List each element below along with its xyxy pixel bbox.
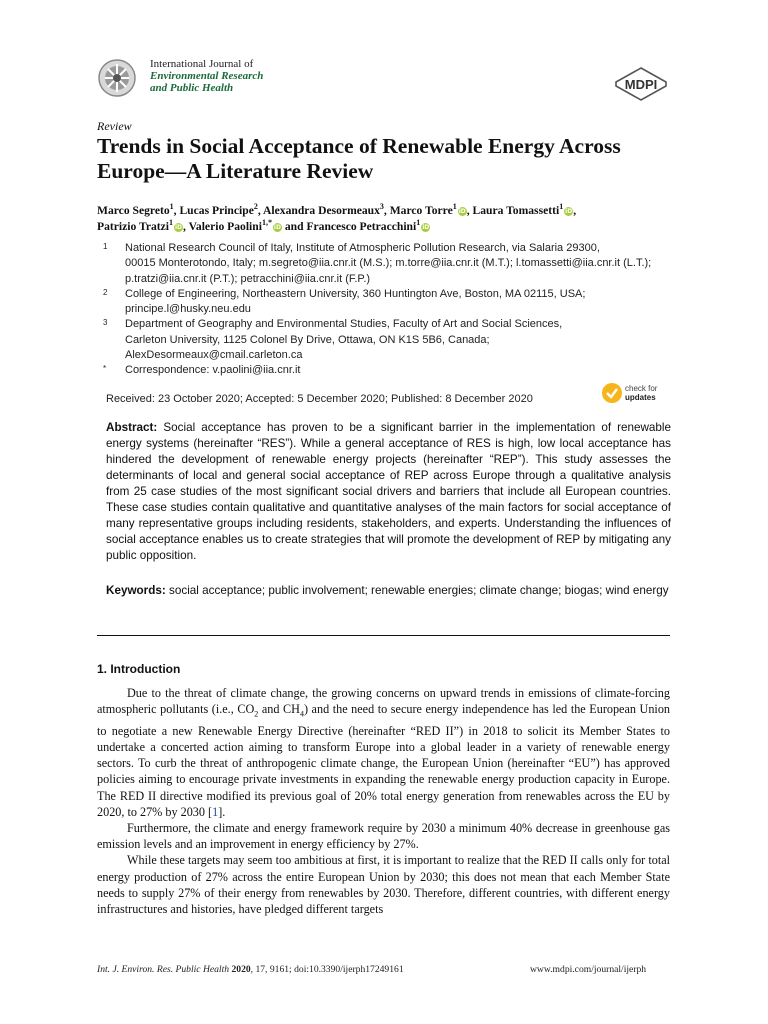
orcid-icon[interactable]: iD [458, 207, 466, 215]
author-affiliation-marker: 3 [379, 202, 384, 212]
author-name: Valerio Paolini [188, 220, 262, 233]
article-type: Review [97, 119, 132, 133]
journal-name-line1: International Journal of [150, 58, 254, 70]
article-title: Trends in Social Acceptance of Renewable Energy Across Europe—A Literature Review [97, 134, 621, 183]
affiliation-line: Carleton University, 1125 Colonel By Drive, Ottawa, ON K1S 5B6, Canada; [125, 333, 490, 346]
check-updates-line2: updates [625, 393, 656, 402]
footer-citation-rest: , 17, 9161; doi:10.3390/ijerph17249161 [250, 964, 404, 975]
author-affiliation-marker: 1 [416, 218, 421, 228]
author-line-2: Patrizio Tratzi$^1$iD, Valerio Paolini$^{1,*}$iD and Francesco Petracchini$^1$iD [97, 218, 430, 233]
author-name: Marco Segreto [97, 204, 170, 217]
author-affiliation-marker: 1 [559, 202, 564, 212]
publication-dates: Received: 23 October 2020; Accepted: 5 December 2020; Published: 8 December 2020 [106, 393, 533, 405]
abstract-text: Social acceptance has proven to be a significant barrier in the implementation of renewable energy systems (hereinafter “RES”). While a general acceptance of RES is high, low local acceptance has hindered the development of renewable energy projects (hereinafter “REP”). This study assesses the determinants of local and general social acceptance of REP across Europe through a qualitative analysis from 25 case studies of the most significant social drivers and barriers that include all European countries. These case studies contain qualitative and quantitative analyses of the main factors for social acceptance of many representative groups including residents, stakeholders, and experts. Understanding the influences of social acceptance enables us to create strategies that will promote the development of REP by mitigating any public opposition. [106, 421, 672, 562]
author-affiliation-marker: 2 [253, 202, 258, 212]
footer-year: 2020 [231, 964, 251, 975]
affiliation [97, 317, 682, 363]
author[interactable] [97, 220, 183, 233]
affiliation-line: 00015 Monterotondo, Italy; m.segreto@iia.cnr.it (M.S.); m.torre@iia.cnr.it (M.T.); l.tomassetti@iia.cnr.it (L.T.); [125, 257, 652, 270]
orcid-icon[interactable]: iD [422, 223, 430, 231]
keywords [106, 583, 671, 599]
mdpi-logo [612, 66, 670, 102]
journal-logo [97, 58, 141, 98]
check-updates-line1: check for [625, 384, 658, 393]
affiliation-line: Department of Geography and Environmental Studies, Faculty of Art and Social Sciences, [125, 318, 563, 331]
author[interactable] [473, 204, 574, 217]
author[interactable] [189, 220, 282, 233]
author[interactable] [263, 204, 384, 217]
author-list [97, 203, 677, 235]
author-name: Alexandra Desormeaux [263, 204, 380, 217]
affiliation-marker: 1 [103, 242, 108, 251]
footer-journal-abbrev: Int. J. Environ. Res. Public Health [97, 964, 230, 975]
keywords-text: social acceptance; public involvement; renewable energies; climate change; biogas; wind energy [169, 584, 669, 597]
author-line-1: Marco Segreto$^1$, Lucas Principe$^2$, Alexandra Desormeaux$^3$, Marco Torre$^1$iD, Laura Tomassetti$^1$iD, [97, 202, 577, 217]
author-affiliation-marker: 1 [169, 218, 174, 228]
paragraph-1: Due to the threat of climate change, the growing concerns on upward trends in emissions of climate-forcing atmospheric pollutants (i.e., $CO_2$ and $CH_4$) and the need to secure energy independence has led the European Union to negotiate a new Renewable Energy Directive (hereinafter “RED II”) in 2018 to solicit its Member States to undertake a concerted action aiming to transform Europe into a global leader in a variety of renewable energy sectors. To curb the threat of anthropogenic climate change, the European Union (hereinafter “EU”) has approved policies aiming to encourage private investments in expanding the renewable energy production capacity in Europe. The RED II directive modified its previous goal of 20% total energy generation from renewables across the EU by 2020, to 27% by 2030 [1]. [97, 686, 671, 819]
affiliation-line: p.tratzi@iia.cnr.it (P.T.); petracchini@iia.cnr.it (F.P.) [125, 272, 371, 285]
paragraph-2: Furthermore, the climate and energy framework require by 2030 a minimum 40% decrease in greenhouse gas emission levels and an improvement in energy efficiency by 27%. [97, 821, 670, 852]
affiliations [97, 241, 682, 379]
abstract-label: Abstract: [106, 421, 158, 434]
affiliation-line: College of Engineering, Northeastern University, 360 Huntington Ave, Boston, MA 02115, USA; [125, 287, 586, 300]
affiliation-marker: 2 [103, 287, 108, 297]
footer-citation [97, 964, 404, 975]
author[interactable] [179, 204, 257, 217]
affiliation [97, 363, 682, 378]
check-for-updates-badge[interactable] [601, 382, 673, 408]
author-name: Francesco Petracchini [306, 220, 417, 233]
affiliation [97, 241, 682, 287]
abstract [106, 420, 671, 564]
footer-url[interactable]: www.mdpi.com/journal/ijerph [530, 964, 647, 975]
author-affiliation-marker: 1 [169, 202, 174, 212]
orcid-icon[interactable]: iD [565, 207, 573, 215]
svg-text:MDPI: MDPI [624, 77, 658, 92]
author-name: Patrizio Tratzi [97, 220, 170, 233]
section-heading: 1. Introduction [97, 662, 181, 676]
author-name: Marco Torre [389, 204, 453, 217]
affiliation-line: AlexDesormeaux@cmail.carleton.ca [125, 349, 303, 362]
author-name: Laura Tomassetti [472, 204, 560, 217]
orcid-icon[interactable]: iD [273, 223, 281, 231]
orcid-icon[interactable]: iD [174, 223, 183, 231]
affiliation-marker: 3 [103, 318, 108, 328]
keywords-label: Keywords: [106, 584, 166, 597]
check-updates-icon [601, 382, 623, 404]
journal-name [150, 58, 263, 94]
journal-name-line2: Environmental Research [150, 70, 264, 82]
affiliation-marker: * [103, 364, 107, 374]
author-affiliation-marker: 1 [452, 202, 457, 212]
body-text [97, 685, 670, 917]
journal-name-line3: and Public Health [150, 82, 234, 94]
section-divider [97, 635, 670, 636]
affiliation-line: National Research Council of Italy, Institute of Atmospheric Pollution Research, via Salaria 29300, [125, 242, 600, 254]
author-affiliation-marker: 1,* [261, 218, 272, 228]
affiliation-line: Correspondence: v.paolini@iia.cnr.it [125, 364, 301, 377]
author[interactable] [390, 204, 467, 217]
author[interactable] [97, 204, 174, 217]
affiliation [97, 287, 682, 318]
paragraph-3: While these targets may seem too ambitious at first, it is important to realize that the RED II calls only for total energy production of 27% across the entire European Union by 2030; this does not mean that each Member State needs to supply 27% of their energy from renewables by 2030. Therefore, different countries, with different energy infrastructures and histories, have pledged different targets [97, 853, 670, 917]
author-name: Lucas Principe [179, 204, 254, 217]
citation-link[interactable]: 1 [212, 804, 219, 819]
author[interactable] [306, 220, 430, 233]
affiliation-line: principe.l@husky.neu.edu [125, 303, 251, 316]
